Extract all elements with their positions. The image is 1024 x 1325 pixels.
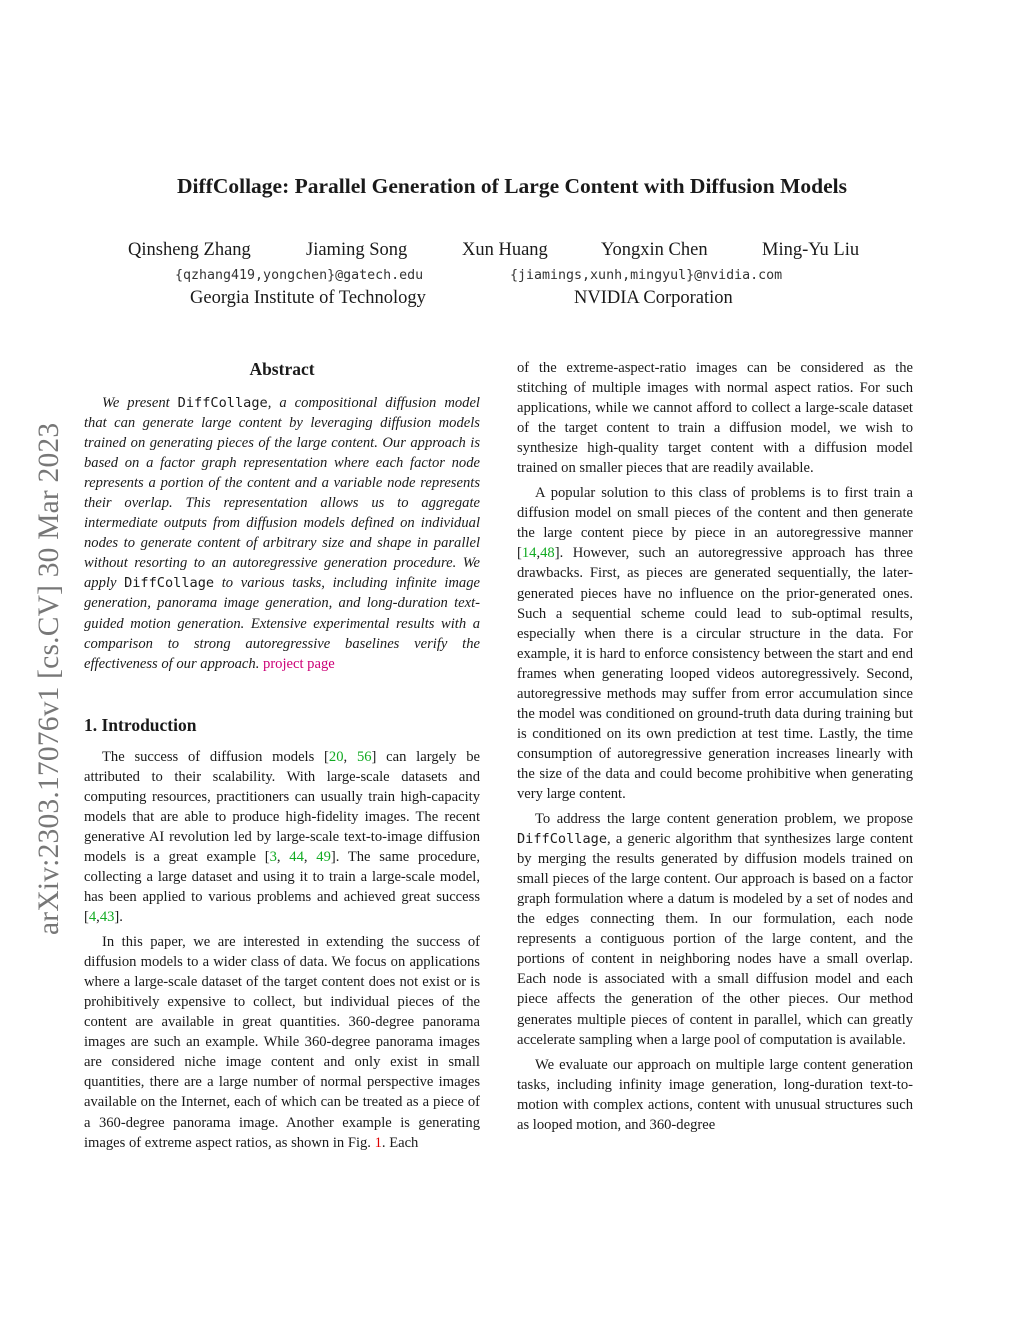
text-run: , [96, 909, 100, 926]
method-name: DiffCollage [124, 575, 215, 592]
text-run: ] can largely be attributed to their scalability. With large-scale datasets and computing resources, practitioners can usually train high-capacity models that are able to produce high-fidelity images. The recent generative AI revolution led by large-scale text-to-image diffusion models is a great example [ [84, 748, 480, 865]
email-address: {jiamings,xunh,mingyul}@nvidia.com [510, 268, 783, 283]
author-list [0, 240, 1024, 266]
text-run: In this paper, we are interested in extending the success of diffusion models to a wider class of data. We focus on applications where a large-scale dataset of the target content does not exist or is prohibitively expensive to collect, but individual pieces of the content are available in great quantities. 360-degree panorama images are such an example. While 360-degree panorama images are considered niche image content and only exist in small quantities, there are a large number of normal perspective images available on the Internet, each of which can be treated as a piece of a 360-degree panorama image. Another example is generating images of extreme aspect ratios, as shown in Fig. [84, 934, 480, 1151]
section-heading-introduction: 1. Introduction [84, 714, 197, 735]
author-name: Xun Huang [462, 240, 548, 260]
right-paragraph-3 [517, 809, 913, 1050]
project-page-link[interactable]: project page [263, 655, 335, 672]
text-run: ]. [114, 909, 123, 926]
abstract-heading: Abstract [249, 359, 315, 379]
citation-link[interactable]: 3 [269, 848, 277, 865]
intro-paragraph-1 [84, 747, 480, 927]
text-run: We present [102, 395, 178, 411]
right-paragraph-1: of the extreme-aspect-ratio images can be considered as the stitching of multiple images with normal aspect ratios. For such applications, while we cannot afford to collect a large-scale dataset of the target content to train a diffusion model, we wish to synthesize high-quality target content with a diffusion model trained on smaller pieces that are readily available. [517, 360, 913, 477]
citation-link[interactable]: 4 [88, 909, 97, 926]
email-address: {qzhang419,yongchen}@gatech.edu [175, 268, 424, 283]
affiliation: NVIDIA Corporation [574, 288, 733, 308]
citation-link[interactable]: 20 [328, 748, 344, 765]
text-run: , a generic algorithm that synthesizes large content by merging the results generated by diffusion models trained on small pieces of the large content. Our approach is based on a factor graph formulation where a datum is modeled by a set of nodes and the edges connecting them. In our formulation, each node represents a contiguous portion of the large content, and the portions of content in neighboring nodes have a small overlap. Each node is associated with a small diffusion model and each piece affects the generation of the other pieces. Our method generates multiple pieces of content in parallel, which can greatly accelerate sampling when a large pool of computation is available. [517, 831, 913, 1048]
text-run: to various tasks, including infinite image generation, panorama image generation, and long-duration text-guided motion generation. Extensive experimental results with a comparison to strong autoregressive baselines verify the effectiveness of our approach. [84, 575, 480, 672]
text-run: , [276, 848, 290, 865]
text-run: , a compositional diffusion model that can generate large content by leveraging diffusion models trained on generating pieces of the large content. Our approach is based on a factor graph representation where each factor node represents a portion of the content and a variable node represents their overlap. This representation allows us to aggregate intermediate outputs from diffusion models defined on individual nodes to generate content of arbitrary size and shape in parallel without resorting to an autoregressive generation procedure. We apply [84, 395, 480, 592]
citation-link[interactable]: 49 [316, 848, 331, 865]
text-run: A popular solution to this class of problems is to first train a diffusion model on small pieces of the content and then generate the large content piece by piece in an autoregressive manner [ [517, 485, 913, 562]
text-run: ]. The same procedure, collecting a large dataset and using it to train a large-scale model, has been applied to various problems and achieved great success [ [84, 848, 481, 926]
citation-link[interactable]: 14 [521, 545, 537, 562]
author-name: Yongxin Chen [601, 240, 708, 260]
text-run: . Each [381, 1134, 419, 1151]
author-name: Ming-Yu Liu [762, 240, 860, 260]
right-column [517, 358, 913, 1135]
text-run: , [343, 748, 357, 765]
citation-link[interactable]: 48 [540, 545, 555, 562]
text-run: The success of diffusion models [ [102, 748, 329, 765]
abstract-text [84, 393, 480, 674]
arxiv-identifier: arXiv:2303.17076v1 [cs.CV] 30 Mar 2023 [33, 422, 65, 935]
paper-title: DiffCollage: Parallel Generation of Large Content with Diffusion Models [177, 174, 847, 198]
text-run: , [536, 545, 541, 562]
affiliation: Georgia Institute of Technology [190, 288, 426, 308]
text-run: , [303, 848, 317, 865]
right-paragraph-4: We evaluate our approach on multiple large content generation tasks, including infinity image generation, long-duration text-to-motion with complex actions, content with unusual structures such as looped motion, and 360-degree [517, 1056, 913, 1133]
left-column [84, 358, 480, 1153]
citation-link[interactable]: 44 [289, 848, 304, 865]
intro-paragraph-2 [84, 932, 480, 1153]
citation-link[interactable]: 56 [356, 748, 372, 765]
author-name: Qinsheng Zhang [128, 240, 251, 260]
method-name: DiffCollage [517, 831, 608, 848]
method-name: DiffCollage [177, 395, 268, 411]
figure-reference-link[interactable]: 1 [374, 1134, 382, 1151]
text-run: ]. However, such an autoregressive approach has three drawbacks. First, as pieces are generated sequentially, the later-generated pieces have no influence on the prior-generated ones. Such a sequential scheme could lead to sub-optimal results, especially when there is a circular structure in the data. For example, it is hard to enforce consistency between the start and end frames when generating looped videos autoregressively. Second, autoregressive methods may suffer from error accumulation since the model was conditioned on ground-truth data during training but is conditioned on its own prediction at test time. Lastly, the time consumption of autoregressive generation increases linearly with the size of the data and could become prohibitive when generating very large content. [517, 545, 913, 802]
citation-link[interactable]: 43 [99, 909, 115, 926]
right-paragraph-2 [517, 483, 913, 804]
author-name: Jiaming Song [306, 240, 408, 260]
text-run: To address the large content generation problem, we propose [535, 811, 913, 828]
